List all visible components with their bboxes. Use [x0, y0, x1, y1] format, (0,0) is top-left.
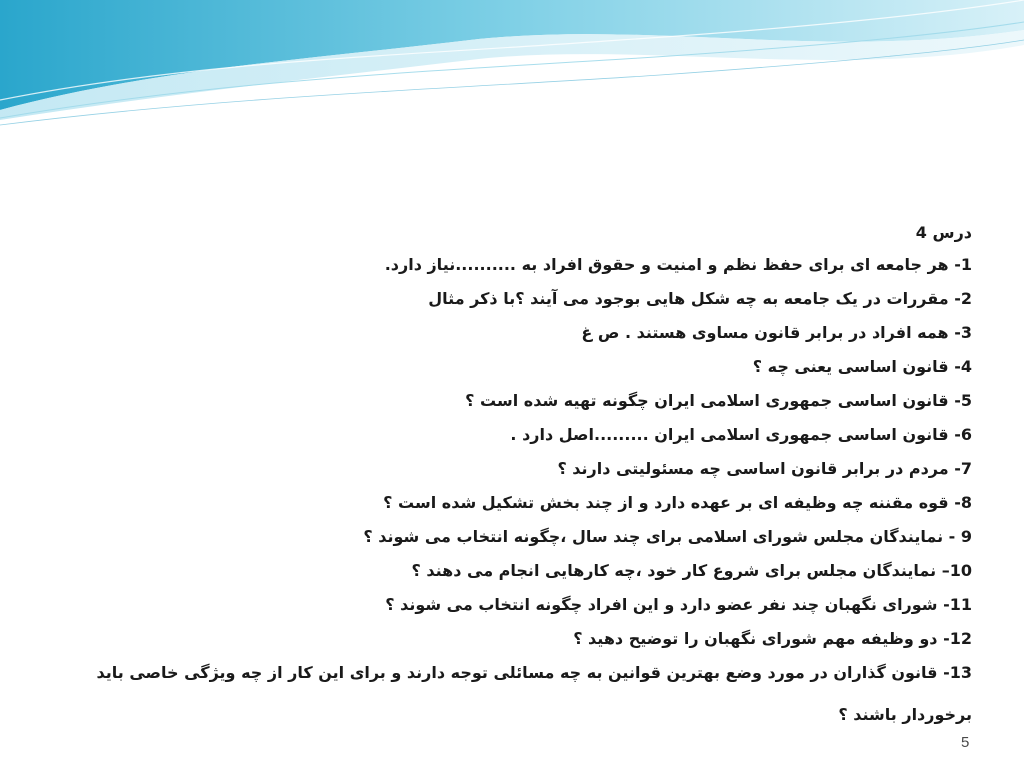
- question-3: 3- همه افراد در برابر قانون مساوی هستند . ص غ: [581, 323, 972, 342]
- question-5: 5- قانون اساسی جمهوری اسلامی ایران چگونه تهیه شده است ؟: [465, 391, 972, 410]
- question-9: 9 - نمایندگان مجلس شورای اسلامی برای چند سال ،چگونه انتخاب می شوند ؟: [363, 527, 972, 546]
- question-8: 8- قوه مقننه چه وظیفه ای بر عهده دارد و از چند بخش تشکیل شده است ؟: [383, 493, 972, 512]
- slide-title: درس 4: [915, 223, 972, 242]
- question-7: 7- مردم در برابر قانون اساسی چه مسئولیتی دارند ؟: [557, 459, 972, 478]
- question-10: 10– نمایندگان مجلس برای شروع کار خود ،چه کارهایی انجام می دهند ؟: [411, 561, 972, 580]
- question-6: 6- قانون اساسی جمهوری اسلامی ایران .........اصل دارد .: [510, 425, 972, 444]
- question-4: 4- قانون اساسی یعنی چه ؟: [752, 357, 972, 376]
- question-12: 12- دو وظیفه مهم شورای نگهبان را توضیح دهید ؟: [573, 629, 972, 648]
- question-13-continuation: برخوردار باشند ؟: [838, 705, 972, 724]
- question-2: 2- مقررات در یک جامعه به چه شکل هایی بوجود می آیند ؟با ذکر مثال: [428, 289, 972, 308]
- question-13: 13- قانون گذاران در مورد وضع بهترین قوانین به چه مسائلی توجه دارند و برای این کار از چه ویژگی خاصی باید: [96, 663, 972, 682]
- question-1: 1- هر جامعه ای برای حفظ نظم و امنیت و حقوق افراد به ..........نیاز دارد.: [384, 255, 972, 274]
- slide-body: [72, 218, 972, 732]
- header-wave-decoration: [0, 0, 1024, 130]
- question-11: 11- شورای نگهبان چند نفر عضو دارد و این افراد چگونه انتخاب می شوند ؟: [385, 595, 972, 614]
- page-number: 5: [961, 734, 970, 751]
